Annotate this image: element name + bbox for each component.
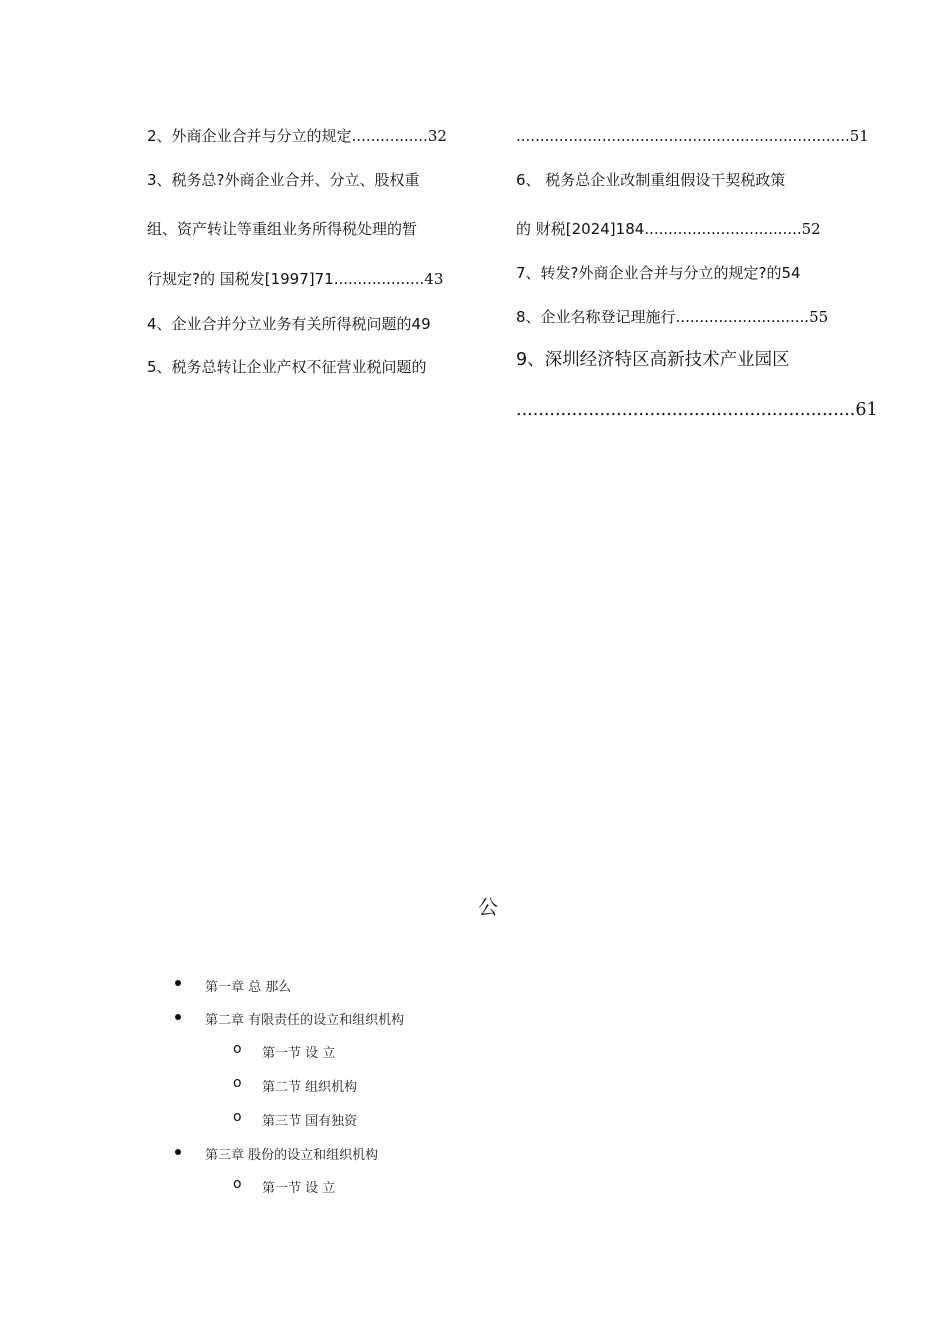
toc-entry-continued[interactable] (516, 218, 821, 240)
toc-entry-text: 7、转发?外商企业合并与分立的规定?的 (516, 264, 782, 282)
sub-bullet-icon: o (233, 1075, 242, 1091)
bullet-icon (175, 980, 181, 986)
toc-entry-continued[interactable] (516, 125, 869, 147)
toc-entry-text: 9、深圳经济特区高新技术产业园区 (516, 350, 790, 370)
toc-page-number: 43 (424, 270, 444, 288)
toc-entry-continued[interactable] (147, 268, 443, 290)
outline-section[interactable]: 第一节 设 立 (262, 1181, 336, 1196)
toc-entry-text: 8、企业名称登记理施行 (516, 308, 676, 326)
toc-page-number: 55 (809, 308, 829, 326)
toc-entry-text: 组、资产转让等重组业务所得税处理的暂 (147, 220, 418, 238)
toc-leader-dots: ................... (333, 270, 425, 288)
toc-page-number: 52 (801, 220, 821, 238)
section-heading: 公 (478, 895, 498, 919)
outline-section[interactable]: 第三节 国有独资 (262, 1114, 358, 1129)
toc-page-number: 54 (781, 264, 801, 282)
toc-entry[interactable] (516, 169, 785, 191)
toc-entry-text: 3、税务总?外商企业合并、分立、股权重 (147, 171, 420, 189)
sub-bullet-icon: o (233, 1041, 242, 1057)
outline-section[interactable]: 第一节 设 立 (262, 1046, 336, 1061)
toc-page-number: 51 (849, 127, 869, 145)
toc-entry[interactable] (147, 169, 420, 191)
toc-page-number: 32 (427, 127, 447, 145)
outline-chapter[interactable]: 第三章 股份的设立和组织机构 (205, 1148, 379, 1163)
toc-entry-continued[interactable] (516, 399, 878, 421)
toc-entry[interactable] (147, 356, 427, 378)
toc-entry-text: 的 财税[2024]184 (516, 220, 645, 238)
outline-chapter[interactable]: 第二章 有限责任的设立和组织机构 (205, 1013, 405, 1028)
toc-leader-dots: ................................. (644, 220, 802, 238)
toc-entry[interactable] (516, 262, 801, 284)
toc-entry-continued (147, 218, 417, 240)
toc-entry-text: 2、外商企业合并与分立的规定 (147, 127, 352, 145)
toc-entry-text: 6、 税务总企业改制重组假设干契税政策 (516, 171, 786, 189)
toc-leader-dots: ...................................................................... (516, 127, 850, 145)
sub-bullet-icon: o (233, 1109, 242, 1125)
toc-entry[interactable] (147, 313, 431, 335)
toc-entry-text: 4、企业合并分立业务有关所得税问题的 (147, 315, 412, 333)
toc-page-number: 61 (855, 400, 878, 420)
bullet-icon (175, 1149, 181, 1155)
outline-chapter[interactable]: 第一章 总 那么 (205, 980, 292, 995)
outline-section[interactable]: 第二节 组织机构 (262, 1080, 358, 1095)
toc-entry-text: 行规定?的 国税发[1997]71 (147, 270, 334, 288)
toc-entry[interactable] (147, 125, 447, 147)
sub-bullet-icon: o (233, 1176, 242, 1192)
toc-leader-dots: ............................................................. (516, 400, 856, 420)
toc-entry[interactable] (516, 349, 790, 371)
toc-entry[interactable] (516, 306, 828, 328)
toc-leader-dots: ............................ (675, 308, 810, 326)
toc-leader-dots: ................ (351, 127, 428, 145)
toc-entry-text: 5、税务总转让企业产权不征营业税问题的 (147, 358, 427, 376)
toc-page-number: 49 (411, 315, 431, 333)
bullet-icon (175, 1014, 181, 1020)
